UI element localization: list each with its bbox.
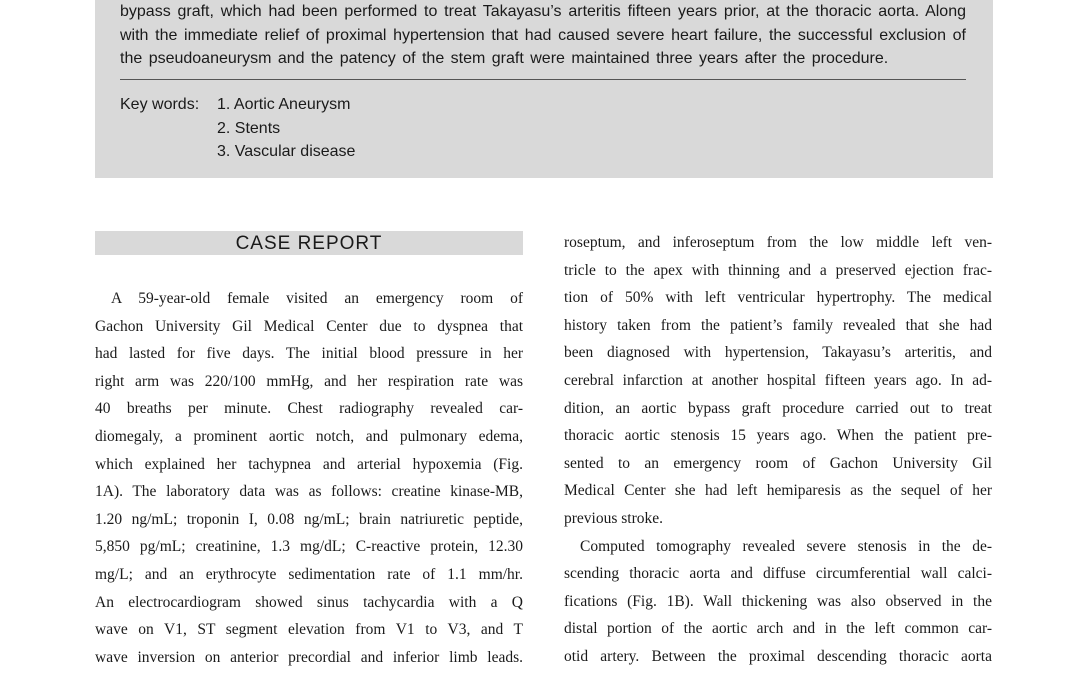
abstract-line: with the immediate relief of proximal hypertension that had caused severe heart failure, the successful exclusion of [120, 26, 966, 44]
text-line: right arm was 220/100 mmHg, and her respiration rate was [95, 372, 523, 390]
text-line: wave inversion on anterior precordial and inferior limb leads. [95, 648, 523, 666]
text-line: distal portion of the aortic arch and in the left common car- [564, 620, 992, 638]
text-line: 1A). The laboratory data was as follows: creatine kinase-MB, [95, 483, 523, 501]
text-line: mg/L; and an erythrocyte sedimentation rate of 1.1 mm/hr. [95, 565, 523, 583]
text-line: wave on V1, ST segment elevation from V1 to V3, and T [95, 621, 523, 639]
keyword-item: 1. Aortic Aneurysm [217, 96, 351, 113]
text-line: otid artery. Between the proximal descending thoracic aorta [564, 647, 992, 665]
text-line: cerebral infarction at another hospital fifteen years ago. In ad- [564, 371, 992, 389]
text-line: diomegaly, a prominent aortic notch, and pulmonary edema, [95, 427, 523, 445]
text-line: which explained her tachypnea and arterial hypoxemia (Fig. [95, 455, 523, 473]
abstract-divider [120, 79, 966, 80]
keyword-item: 2. Stents [217, 119, 281, 137]
text-line: tion of 50% with left ventricular hypertrophy. The medical [564, 289, 992, 307]
text-line: Medical Center she had left hemiparesis as the sequel of her [564, 482, 992, 500]
text-line: tricle to the apex with thinning and a preserved ejection frac- [564, 261, 992, 279]
text-line: An electrocardiogram showed sinus tachycardia with a Q [95, 593, 523, 611]
text-line: thoracic aortic stenosis 15 years ago. When the patient pre- [564, 427, 992, 445]
right-column [564, 229, 992, 671]
left-column [95, 285, 523, 671]
text-line: sented to an emergency room of Gachon University Gil [564, 454, 992, 472]
text-line: 40 breaths per minute. Chest radiography revealed car- [95, 400, 523, 418]
keywords-list [217, 93, 355, 164]
text-line: Computed tomography revealed severe stenosis in the de- [580, 537, 992, 555]
text-line: scending thoracic aorta and diffuse circumferential wall calci- [564, 565, 992, 583]
text-line: fications (Fig. 1B). Wall thickening was also observed in the [564, 592, 992, 610]
abstract-text [120, 0, 966, 71]
text-line: A 59-year-old female visited an emergency room of [111, 290, 523, 307]
text-line: 1.20 ng/mL; troponin I, 0.08 ng/mL; brain natriuretic peptide, [95, 510, 523, 528]
text-line: roseptum, and inferoseptum from the low middle left ven- [564, 234, 992, 251]
keywords-label: Key words: [120, 96, 200, 113]
abstract-line: the pseudoaneurysm and the patency of the stem graft were maintained three years after the procedure. [120, 50, 889, 67]
text-line: previous stroke. [564, 509, 664, 527]
keyword-item: 3. Vascular disease [217, 143, 356, 160]
text-line: Gachon University Gil Medical Center due to dyspnea that [95, 317, 523, 335]
text-line: 5,850 pg/mL; creatinine, 1.3 mg/dL; C-reactive protein, 12.30 [95, 538, 523, 556]
text-line: dition, an aortic bypass graft procedure carried out to treat [564, 399, 992, 417]
abstract-line: bypass graft, which had been performed to treat Takayasu’s arteritis fifteen years prior, at the thoracic aorta. Along [120, 3, 966, 20]
text-line: had lasted for five days. The initial blood pressure in her [95, 345, 523, 363]
text-line: history taken from the patient’s family revealed that she had [564, 316, 992, 334]
text-line: been diagnosed with hypertension, Takayasu’s arteritis, and [564, 344, 992, 362]
section-heading: CASE REPORT [95, 231, 523, 255]
